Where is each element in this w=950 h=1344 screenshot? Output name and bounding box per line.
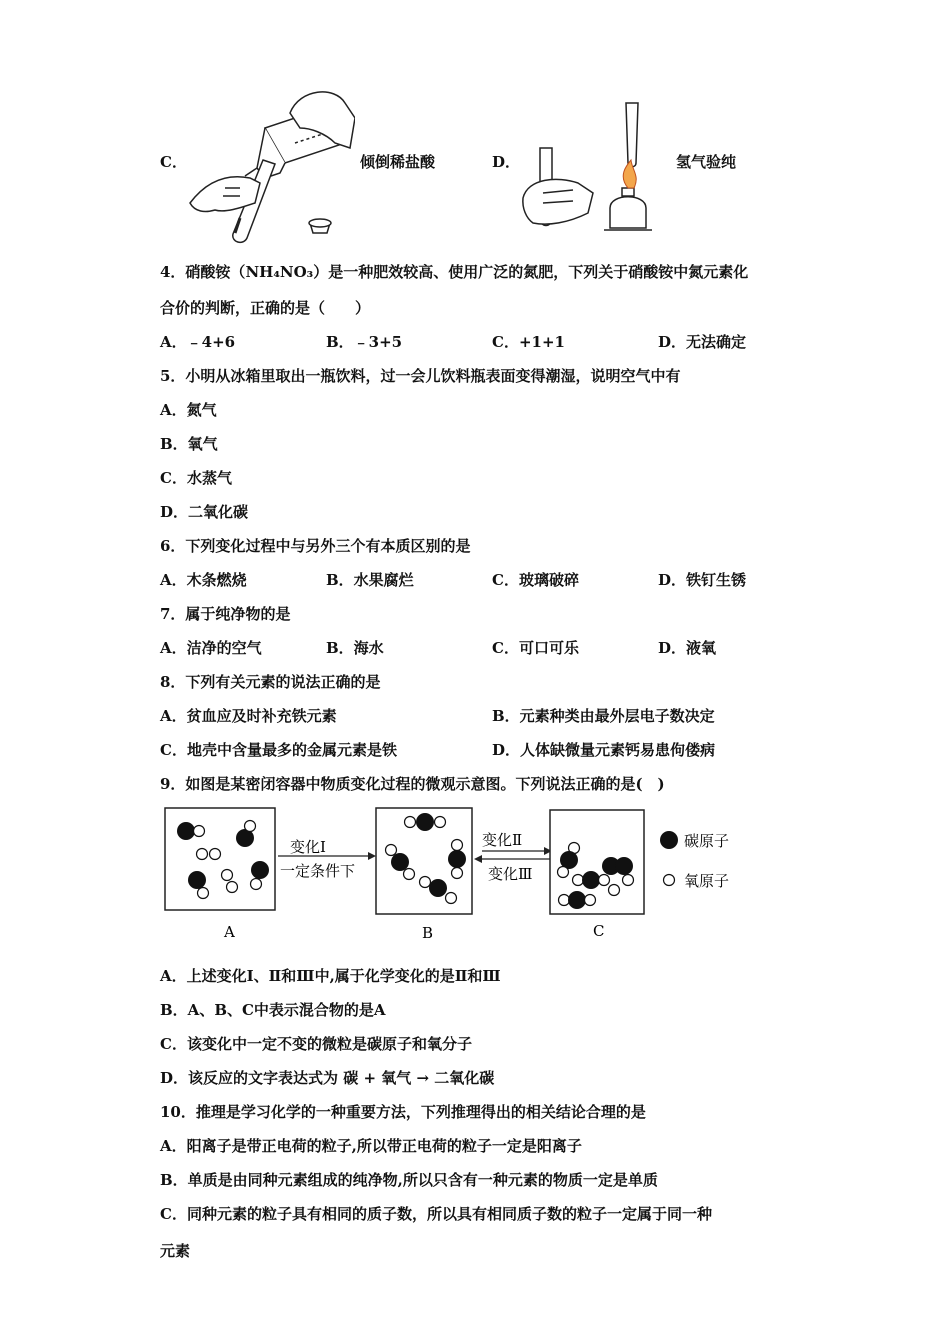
q9-option-d: D．该反应的文字表达式为 碳 + 氧气 → 二氧化碳 [160, 1069, 495, 1087]
q3-option-c-caption: 倾倒稀盐酸 [360, 153, 436, 171]
q6-option-a: A．木条燃烧 [160, 571, 247, 589]
q9-microscopic-diagram [160, 800, 760, 950]
q9-stem: 9．如图是某密闭容器中物质变化过程的微观示意图。下列说法正确的是( ) [160, 775, 665, 793]
arrow2-top-label: 变化Ⅱ [482, 831, 523, 849]
q10-option-c-continued: 元素 [160, 1242, 191, 1260]
legend-oxygen-label: 氧原子 [684, 872, 730, 890]
q4-stem-line1: 4．硝酸铵（NH₄NO₃）是一种肥效较高、使用广泛的氮肥，下列关于硝酸铵中氮元素化 [160, 263, 749, 281]
q7-option-b: B．海水 [326, 639, 384, 657]
q6-stem: 6．下列变化过程中与另外三个有本质区别的是 [160, 537, 471, 555]
q3-option-d-caption: 氢气验纯 [676, 153, 737, 171]
q10-stem: 10．推理是学习化学的一种重要方法，下列推理得出的相关结论合理的是 [160, 1103, 646, 1121]
q7-option-d: D．液氧 [658, 639, 717, 657]
q8-option-c: C．地壳中含量最多的金属元素是铁 [160, 741, 397, 759]
q7-option-a: A．洁净的空气 [160, 639, 262, 657]
q6-option-d: D．铁钉生锈 [658, 571, 747, 589]
q6-option-c: C．玻璃破碎 [492, 571, 579, 589]
q4-option-c: C．+1+1 [492, 333, 565, 351]
box-label-b: B [422, 924, 434, 942]
q4-stem-line2: 合价的判断，正确的是（ ） [160, 299, 371, 317]
q5-option-a: A．氮气 [160, 401, 217, 419]
q3-option-c-letter: C． [160, 153, 187, 171]
q4-option-b: B．﹣3+5 [326, 333, 403, 351]
q10-option-b: B．单质是由同种元素组成的纯净物,所以只含有一种元素的物质一定是单质 [160, 1171, 658, 1189]
q8-option-b: B．元素种类由最外层电子数决定 [492, 707, 715, 725]
legend-carbon-symbol [660, 831, 678, 849]
q9-option-b: B．A、B、C中表示混合物的是A [160, 1001, 386, 1019]
q8-option-d: D．人体缺微量元素钙易患佝偻病 [492, 741, 716, 759]
arrow1-top-label: 变化Ⅰ [290, 838, 326, 856]
pour-acid-illustration [185, 88, 355, 248]
legend-carbon-label: 碳原子 [684, 832, 730, 850]
q9-option-a: A．上述变化Ⅰ、Ⅱ和Ⅲ中,属于化学变化的是Ⅱ和Ⅲ [160, 967, 501, 985]
q5-option-b: B．氧气 [160, 435, 218, 453]
q8-option-a: A．贫血应及时补充铁元素 [160, 707, 337, 725]
box-label-c: C [593, 922, 605, 940]
q7-stem: 7．属于纯净物的是 [160, 605, 291, 623]
box-label-a: A [224, 923, 235, 941]
q5-option-d: D．二氧化碳 [160, 503, 249, 521]
arrow1-bottom-label: 一定条件下 [280, 862, 356, 880]
q5-stem: 5．小明从冰箱里取出一瓶饮料，过一会儿饮料瓶表面变得潮湿，说明空气中有 [160, 367, 681, 385]
q3-option-d-letter: D． [492, 153, 521, 171]
q4-option-d: D．无法确定 [658, 333, 747, 351]
legend-oxygen-symbol [664, 875, 675, 886]
q7-option-c: C．可口可乐 [492, 639, 579, 657]
arrow2-bottom-label: 变化Ⅲ [488, 865, 533, 883]
q9-option-c: C．该变化中一定不变的微粒是碳原子和氧分子 [160, 1035, 472, 1053]
q4-option-a: A．﹣4+6 [160, 333, 236, 351]
hydrogen-purity-test-illustration [518, 98, 668, 243]
q8-stem: 8．下列有关元素的说法正确的是 [160, 673, 381, 691]
q10-option-a: A．阳离子是带正电荷的粒子,所以带正电荷的粒子一定是阳离子 [160, 1137, 582, 1155]
q5-option-c: C．水蒸气 [160, 469, 232, 487]
q10-option-c: C．同种元素的粒子具有相同的质子数，所以具有相同质子数的粒子一定属于同一种 [160, 1205, 712, 1223]
q6-option-b: B．水果腐烂 [326, 571, 414, 589]
